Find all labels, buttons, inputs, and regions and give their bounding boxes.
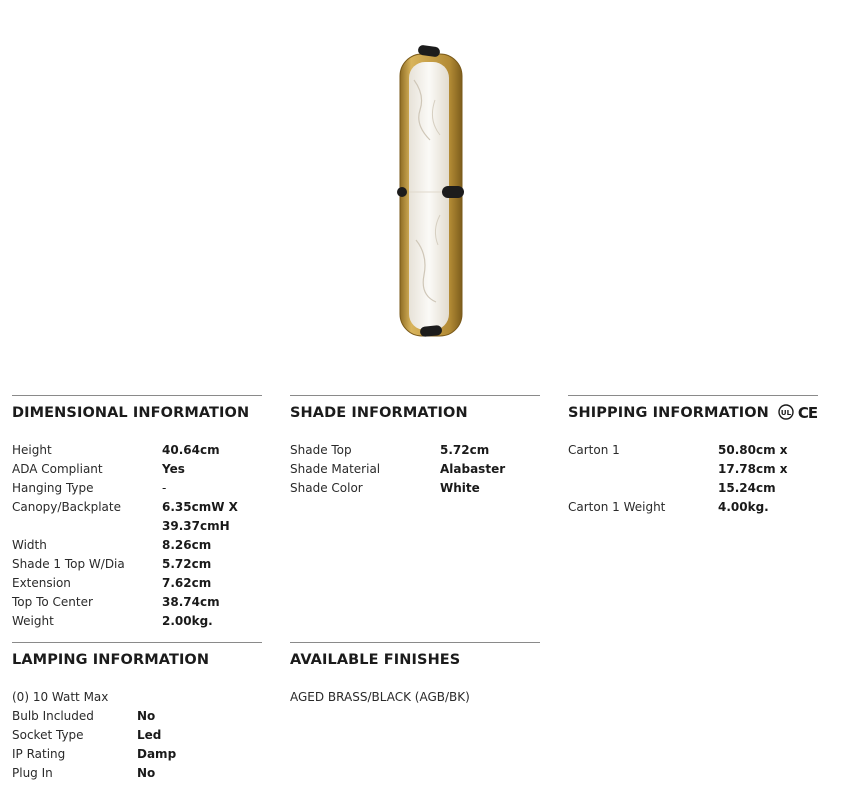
section-title: DIMENSIONAL INFORMATION [12,405,250,421]
spec-row [12,764,264,783]
spec-row [12,498,264,536]
spec-row [290,479,542,498]
spec-list [12,441,264,631]
spec-row [12,555,264,574]
lamping-section [12,642,264,783]
spec-value: Alabaster [440,462,506,476]
spec-label: Shade Material [290,462,381,476]
spec-label: Carton 1 [568,443,620,457]
spec-value: 6.35cmW X 39.37cmH [162,500,238,533]
spec-value: 40.64cm [162,443,220,457]
spec-row [12,707,264,726]
spec-label: Top To Center [12,595,93,609]
spec-label: Socket Type [12,728,84,742]
spec-row [12,441,264,460]
spec-value: White [440,481,480,495]
spec-label: Extension [12,576,71,590]
wall-sconce-image [380,40,480,340]
spec-value: 5.72cm [440,443,490,457]
spec-row [12,745,264,764]
spec-value: 2.00kg. [162,614,213,628]
section-title: AVAILABLE FINISHES [290,652,461,668]
finish-list [290,688,542,707]
spec-value: No [137,709,156,723]
spec-label: ADA Compliant [12,462,103,476]
spec-value: 5.72cm [162,557,212,571]
spec-value: Yes [162,462,185,476]
spec-row [568,441,848,498]
spec-label: Plug In [12,766,53,780]
spec-label: Hanging Type [12,481,94,495]
spec-label: Carton 1 Weight [568,500,666,514]
spec-row [12,574,264,593]
spec-list [290,441,542,498]
shipping-section [568,395,848,517]
spec-row [12,536,264,555]
section-title: SHADE INFORMATION [290,405,468,421]
spec-value: Led [137,728,162,742]
spec-value: 8.26cm [162,538,212,552]
section-title: SHIPPING INFORMATION [568,405,769,421]
section-divider [568,395,818,396]
spec-row [12,593,264,612]
spec-label: Shade Color [290,481,363,495]
spec-row [12,460,264,479]
spec-label: Weight [12,614,54,628]
spec-row [12,726,264,745]
section-divider [290,642,540,643]
spec-row [290,460,542,479]
finish-label: AGED BRASS/BLACK (AGB/BK) [290,690,470,704]
spec-value: 50.80cm x 17.78cm x 15.24cm [718,443,788,495]
spec-label: Height [12,443,52,457]
spec-row [568,498,848,517]
ce-mark: CE [797,404,818,422]
finishes-section [290,642,542,707]
svg-text:UL: UL [780,409,792,417]
spec-value: - [162,481,167,495]
section-divider [12,395,262,396]
spec-value: 7.62cm [162,576,212,590]
spec-value: No [137,766,156,780]
dimensional-section [12,395,264,631]
product-image [380,40,480,340]
shade-section [290,395,542,498]
spec-row [290,441,542,460]
spec-label: Shade Top [290,443,352,457]
spec-row [12,688,264,707]
section-title-row [568,402,848,424]
spec-list [12,688,264,783]
spec-row [12,479,264,498]
spec-label: (0) 10 Watt Max [12,690,109,704]
spec-label: IP Rating [12,747,66,761]
section-divider [12,642,262,643]
spec-row [12,612,264,631]
section-title: LAMPING INFORMATION [12,652,210,668]
spec-value: Damp [137,747,177,761]
spec-list [568,441,848,517]
ul-listed-icon [777,404,795,422]
spec-label: Bulb Included [12,709,94,723]
spec-label: Canopy/Backplate [12,500,121,514]
certification-badges [777,402,817,424]
section-divider [290,395,540,396]
finish-item [290,688,542,707]
spec-label: Shade 1 Top W/Dia [12,557,125,571]
spec-label: Width [12,538,47,552]
spec-value: 4.00kg. [718,500,769,514]
spec-value: 38.74cm [162,595,220,609]
